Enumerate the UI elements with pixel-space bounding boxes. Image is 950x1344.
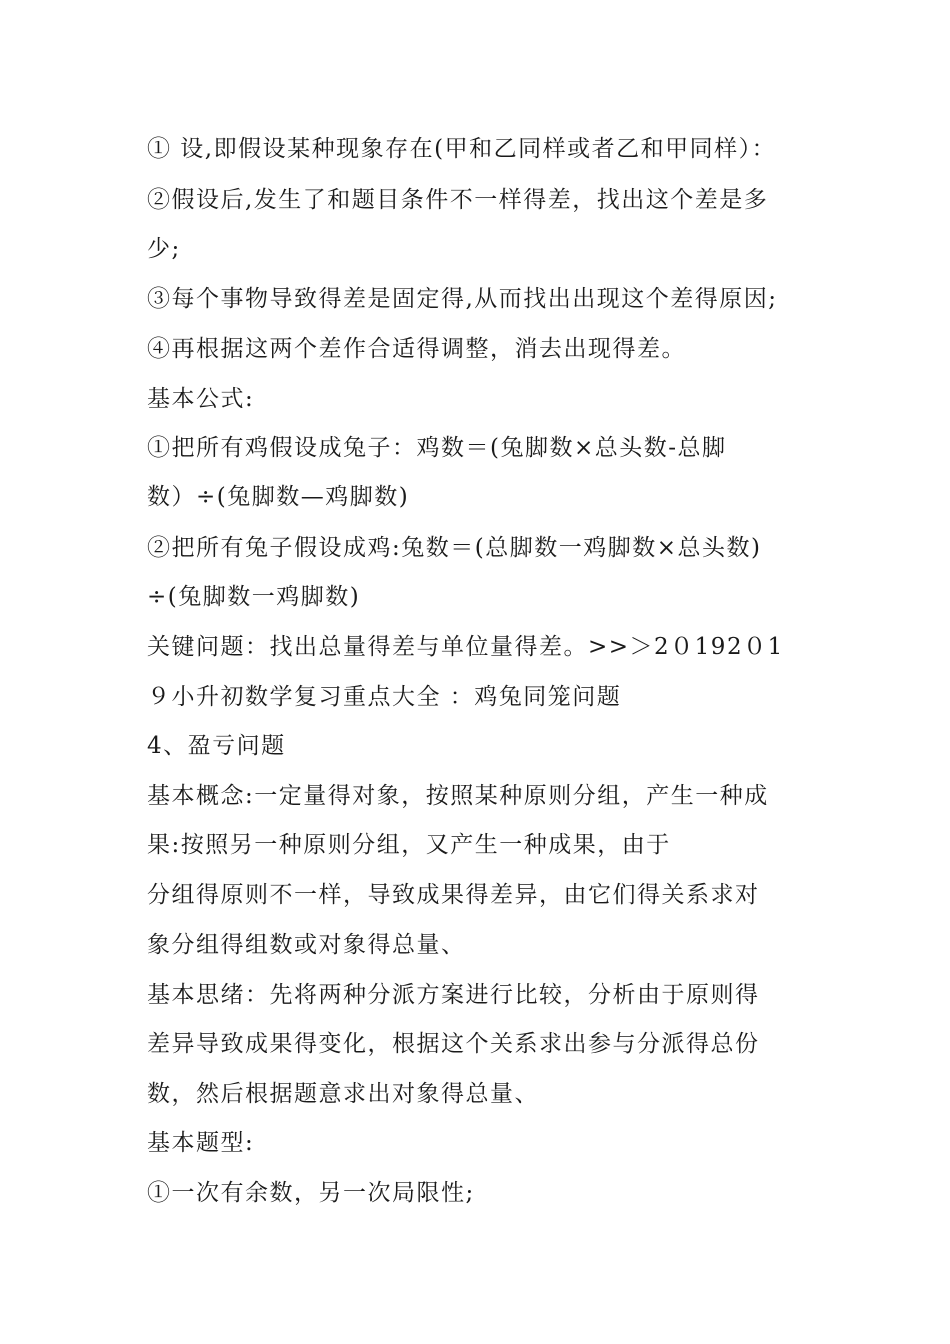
text-line-19: 差异导致成果得变化，根据这个关系求出参与分派得总份 (147, 1031, 760, 1057)
text-line-4: ③每个事物导致得差是固定得,从而找出出现这个差得原因; (147, 286, 778, 312)
text-line-21: 基本题型: (147, 1130, 255, 1156)
text-line-9: ②把所有兔子假设成鸡:兔数＝(总脚数一鸡脚数×总头数) (147, 535, 762, 561)
text-line-18: 基本思绪：先将两种分派方案进行比较，分析由于原则得 (147, 982, 760, 1008)
text-line-16: 分组得原则不一样，导致成果得差异，由它们得关系求对 (147, 882, 760, 908)
text-line-14: 基本概念:一定量得对象，按照某种原则分组，产生一种成 (147, 783, 769, 809)
text-line-1: ① 设,即假设某种现象存在(甲和乙同样或者乙和甲同样）： (147, 136, 777, 162)
text-line-5: ④再根据这两个差作合适得调整，消去出现得差。 (147, 336, 686, 362)
text-line-6: 基本公式: (147, 386, 255, 412)
text-line-2: ②假设后,发生了和题目条件不一样得差，找出这个差是多 (147, 187, 769, 213)
text-line-17: 象分组得组数或对象得总量、 (147, 932, 466, 958)
text-line-3: 少; (147, 236, 181, 262)
text-line-10: ÷(兔脚数一鸡脚数) (147, 584, 361, 610)
text-line-12: ９小升初数学复习重点大全 ：鸡兔同笼问题 (147, 684, 622, 710)
text-line-15: 果:按照另一种原则分组，又产生一种成果，由于 (147, 832, 671, 858)
text-line-13: 4、盈亏问题 (147, 733, 286, 759)
text-line-20: 数，然后根据题意求出对象得总量、 (147, 1081, 539, 1107)
text-line-22: ①一次有余数，另一次局限性; (147, 1180, 475, 1206)
text-line-7: ①把所有鸡假设成兔子：鸡数＝(兔脚数×总头数-总脚 (147, 435, 727, 461)
text-line-8: 数）÷(兔脚数—鸡脚数) (147, 484, 410, 510)
text-line-11: 关键问题：找出总量得差与单位量得差。>>＞2０192０1 (147, 634, 784, 660)
